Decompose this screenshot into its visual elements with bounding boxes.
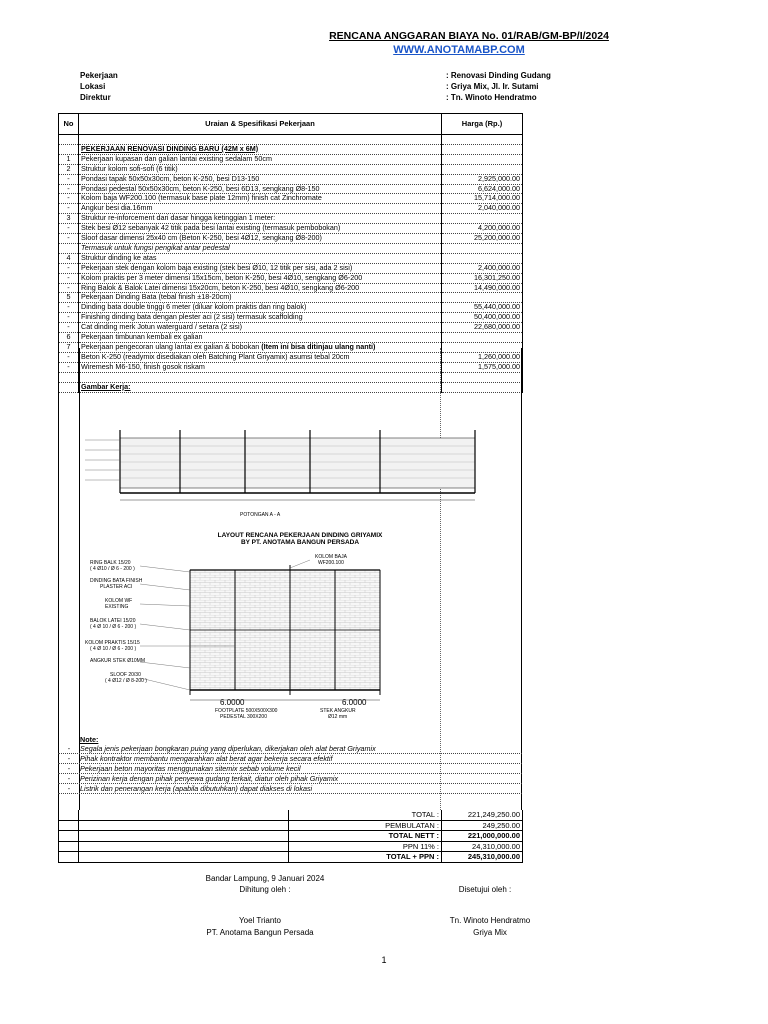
total-row [59,852,523,863]
row-price: 50,400,000.00 [442,313,523,323]
row-desc: Cat dinding merk Jotun waterguard / setara (2 sisi) [79,323,442,333]
note-item: - Perizinan kerja dengan pihak penyewa gudang terkait, diatur oleh pihak Griyamix [58,774,522,784]
col-header-no: No [59,114,79,135]
row-desc: Stek besi Ø12 sebanyak 42 titik pada besi lantai existing (termasuk pembobokan) [79,224,442,234]
row-desc: Wiremesh M6-150, finish gosok riskam [79,362,442,372]
info-values [446,70,551,103]
svg-text:KOLOM BAJA: KOLOM BAJA [315,554,347,560]
col-header-price: Harga (Rp.) [442,114,523,135]
table-row [59,323,523,333]
note-item: - Pekerjaan beton mayoritas menggunakan sitemix sebab volume kecil [58,764,522,774]
row-desc: Pekerjaan pengecoran ulang lantai ex galian & bobokan (Item ini bisa ditinjau ulang nanti) [79,343,442,353]
svg-text:STEK ANGKUR: STEK ANGKUR [320,708,356,714]
total-row [59,831,523,842]
row-no: - [59,283,79,293]
row-desc: Kolom praktis per 3 meter dimensi 15x15cm, beton K-250, besi 4Ø10, sengkang Ø6-200 [79,273,442,283]
svg-text:FOOTPLATE 500X500X300: FOOTPLATE 500X500X300 [215,708,278,714]
total-value: 249,250.00 [442,820,523,831]
website-link[interactable]: WWW.ANOTAMABP.COM [393,44,525,56]
info-value-pekerjaan: : Renovasi Dinding Gudang [446,71,551,80]
row-desc: Beton K-250 (readymix disediakan oleh Batching Plant Griyamix) asumsi tebal 20cm [79,352,442,362]
layout-title: LAYOUT RENCANA PEKERJAAN DINDING GRIYAMIX BY PT. ANOTAMA BANGUN PERSADA [217,532,383,546]
right-signatory-company: Griya Mix [473,928,507,937]
row-price: 1,575,000.00 [442,362,523,372]
total-row [59,810,523,820]
row-price: 1,260,000.00 [442,352,523,362]
table-row [59,333,523,343]
total-value: 245,310,000.00 [442,852,523,863]
row-price: 2,040,000.00 [442,204,523,214]
total-row [59,820,523,831]
page-number: 1 [381,955,387,965]
row-desc: Dinding bata double tinggi 6 meter (diluar kolom praktis dan ring balok) [79,303,442,313]
svg-text:PLASTER ACI: PLASTER ACI [100,584,133,590]
row-price [442,154,523,164]
svg-text:( 4 Ø12 / Ø 8-200 ): ( 4 Ø12 / Ø 8-200 ) [105,678,147,684]
svg-text:BALOK LATEI 15/20: BALOK LATEI 15/20 [90,618,136,624]
row-no: 5 [59,293,79,303]
svg-text:6.0000: 6.0000 [220,698,245,707]
document-title: RENCANA ANGGARAN BIAYA No. 01/RAB/GM-BP/I/2024 [329,30,609,42]
svg-text:RING BALK 15/20: RING BALK 15/20 [90,560,131,566]
svg-text:SLOOF 20/30: SLOOF 20/30 [110,672,141,678]
note-item: - Listrik dan penerangan kerja (apabila dibutuhkan) dapat diakses di lokasi [58,784,522,794]
row-desc: Pekerjaan timbunan kembali ex galian [79,333,442,343]
table-row [59,154,523,164]
info-labels [80,70,118,103]
note-item: - Segala jenis pekerjaan bongkaran puing yang diperlukan, dikerjakan oleh alat berat Griyamix [58,744,522,754]
row-no: 2 [59,164,79,174]
row-price: 14,490,000.00 [442,283,523,293]
row-desc: Pekerjaan kupasan dan galian lantai existing sedalam 50cm [79,154,442,164]
table-row [59,194,523,204]
info-label-direktur: Direktur [80,93,111,102]
layout-drawing [80,550,500,730]
row-no [59,144,79,154]
row-desc: Struktur dinding ke atas [79,253,442,263]
info-value-direktur: : Tn. Winoto Hendratmo [446,93,537,102]
info-value-lokasi: : Griya Mix, Jl. Ir. Sutami [446,82,539,91]
row-no: 1 [59,154,79,164]
svg-text:( 4 Ø 10 / Ø 6 - 200 ): ( 4 Ø 10 / Ø 6 - 200 ) [90,624,137,630]
row-price [442,243,523,253]
row-price [442,164,523,174]
table-row [59,303,523,313]
left-signatory-company: PT. Anotama Bangun Persada [206,928,314,937]
row-price [442,214,523,224]
calculated-by-label: Dihitung oleh : [239,885,291,894]
table-row [59,214,523,224]
table-row [59,253,523,263]
row-desc: Angkur besi dia.16mm [79,204,442,214]
totals-table [58,810,523,863]
row-no: - [59,204,79,214]
table-row [59,224,523,234]
row-no: 7 [59,343,79,353]
svg-text:KOLOM WF: KOLOM WF [105,598,133,604]
row-price: 16,301,250.00 [442,273,523,283]
row-no: 3 [59,214,79,224]
table-row [59,204,523,214]
row-price: 22,680,000.00 [442,323,523,333]
total-label: TOTAL : [289,810,442,820]
table-row [59,164,523,174]
table-row [59,313,523,323]
table-row [59,184,523,194]
notes-section [58,735,522,794]
total-value: 24,310,000.00 [442,841,523,852]
total-label: PEMBULATAN : [289,820,442,831]
info-label-lokasi: Lokasi [80,82,106,91]
place-date: Bandar Lampung, 9 Januari 2024 [205,874,325,883]
table-row [59,273,523,283]
total-value: 221,000,000.00 [442,831,523,842]
row-no: - [59,362,79,372]
row-no: - [59,194,79,204]
table-row [59,174,523,184]
table-row [59,243,523,253]
svg-text:ANGKUR STEK Ø10MM: ANGKUR STEK Ø10MM [90,658,146,664]
row-no: - [59,323,79,333]
row-price: 2,400,000.00 [442,263,523,273]
row-price [442,144,523,154]
elevation-caption: POTONGAN A - A [240,512,281,518]
svg-text:EXISTING: EXISTING [105,604,129,610]
table-row [59,135,523,145]
row-desc: Sloof dasar dimensi 25x40 cm (Beton K-250, besi 4Ø12, sengkang Ø8-200) [79,234,442,244]
row-price [442,253,523,263]
row-desc: Pondasi pedestal 50x50x30cm, beton K-250, besi 6D13, sengkang Ø8-150 [79,184,442,194]
svg-text:6.0000: 6.0000 [342,698,367,707]
row-no: - [59,352,79,362]
row-desc [79,135,442,145]
row-desc: Termasuk untuk fungsi pengikat antar pedestal [79,243,442,253]
left-signatory-name: Yoel Trianto [239,916,281,925]
row-price [442,293,523,303]
row-price: 2,925,000.00 [442,174,523,184]
total-value: 221,249,250.00 [442,810,523,820]
row-desc: Struktur kolom sofi-sofi (6 titik) [79,164,442,174]
row-price: 15,714,000.00 [442,194,523,204]
notes-list [58,744,522,794]
row-desc: Pekerjaan stek dengan kolom baja existing (stek besi Ø10, 12 titik per sisi, ada 2 sisi) [79,263,442,273]
row-desc: Gambar Kerja: [79,382,442,392]
col-header-desc: Uraian & Spesifikasi Pekerjaan [79,114,442,135]
row-no: - [59,313,79,323]
row-price: 4,200,000.00 [442,224,523,234]
row-desc: Finishing dinding bata dengan plester aci (2 sisi) termasuk scaffolding [79,313,442,323]
svg-text:Ø12 mm: Ø12 mm [328,714,348,720]
svg-text:WF200.100: WF200.100 [318,560,344,566]
row-desc: Kolom baja WF200.100 (termasuk base plate 12mm) finish cat Zinchromate [79,194,442,204]
row-no: - [59,184,79,194]
row-price: 6,624,000.00 [442,184,523,194]
row-no [59,135,79,145]
row-desc: Struktur re-inforcement dari dasar hingga ketinggian 1 meter: [79,214,442,224]
row-desc: Pondasi tapak 50x50x30cm, beton K-250, besi D13-150 [79,174,442,184]
row-price: 55,440,000.00 [442,303,523,313]
total-label: PPN 11% : [289,841,442,852]
info-label-pekerjaan: Pekerjaan [80,71,118,80]
row-no: 6 [59,333,79,343]
row-price [442,135,523,145]
svg-text:KOLOM PRAKTIS 15/15: KOLOM PRAKTIS 15/15 [85,640,140,646]
row-price [442,333,523,343]
right-signatory-name: Tn. Winoto Hendratmo [449,916,531,925]
row-desc: PEKERJAAN RENOVASI DINDING BARU (42M x 6M) [79,144,442,154]
approved-by-label: Disetujui oleh : [458,885,512,894]
elevation-drawing [80,408,500,528]
row-no: 4 [59,253,79,263]
row-no: - [59,224,79,234]
row-price: 25,200,000.00 [442,234,523,244]
row-no [59,243,79,253]
total-label: TOTAL + PPN : [289,852,442,863]
row-desc: Pekerjaan Dinding Bata (tebal finish ±18-20cm) [79,293,442,303]
table-row [59,263,523,273]
notes-title: Note: [80,735,99,744]
total-row [59,841,523,852]
row-no: - [59,273,79,283]
note-item: - Pihak kontraktor membantu mengarahkan alat berat agar bekerja secara efektif [58,754,522,764]
row-no: - [59,303,79,313]
row-desc: Ring Balok & Balok Latei dimensi 15x20cm, beton K-250, besi 4Ø10, sengkang Ø6-200 [79,283,442,293]
table-row [59,234,523,244]
table-row [59,283,523,293]
svg-text:PEDESTAL 300X200: PEDESTAL 300X200 [220,714,267,720]
table-row [59,144,523,154]
row-no: - [59,174,79,184]
svg-text:( 4 Ø 10 / Ø 6 - 200 ): ( 4 Ø 10 / Ø 6 - 200 ) [90,646,137,652]
row-no: - [59,263,79,273]
total-label: TOTAL NETT : [289,831,442,842]
row-no: - [59,234,79,244]
table-row [59,293,523,303]
svg-text:DINDING BATA FINISH: DINDING BATA FINISH [90,578,143,584]
svg-text:( 4 Ø10 / Ø 6 - 200 ): ( 4 Ø10 / Ø 6 - 200 ) [90,566,135,572]
